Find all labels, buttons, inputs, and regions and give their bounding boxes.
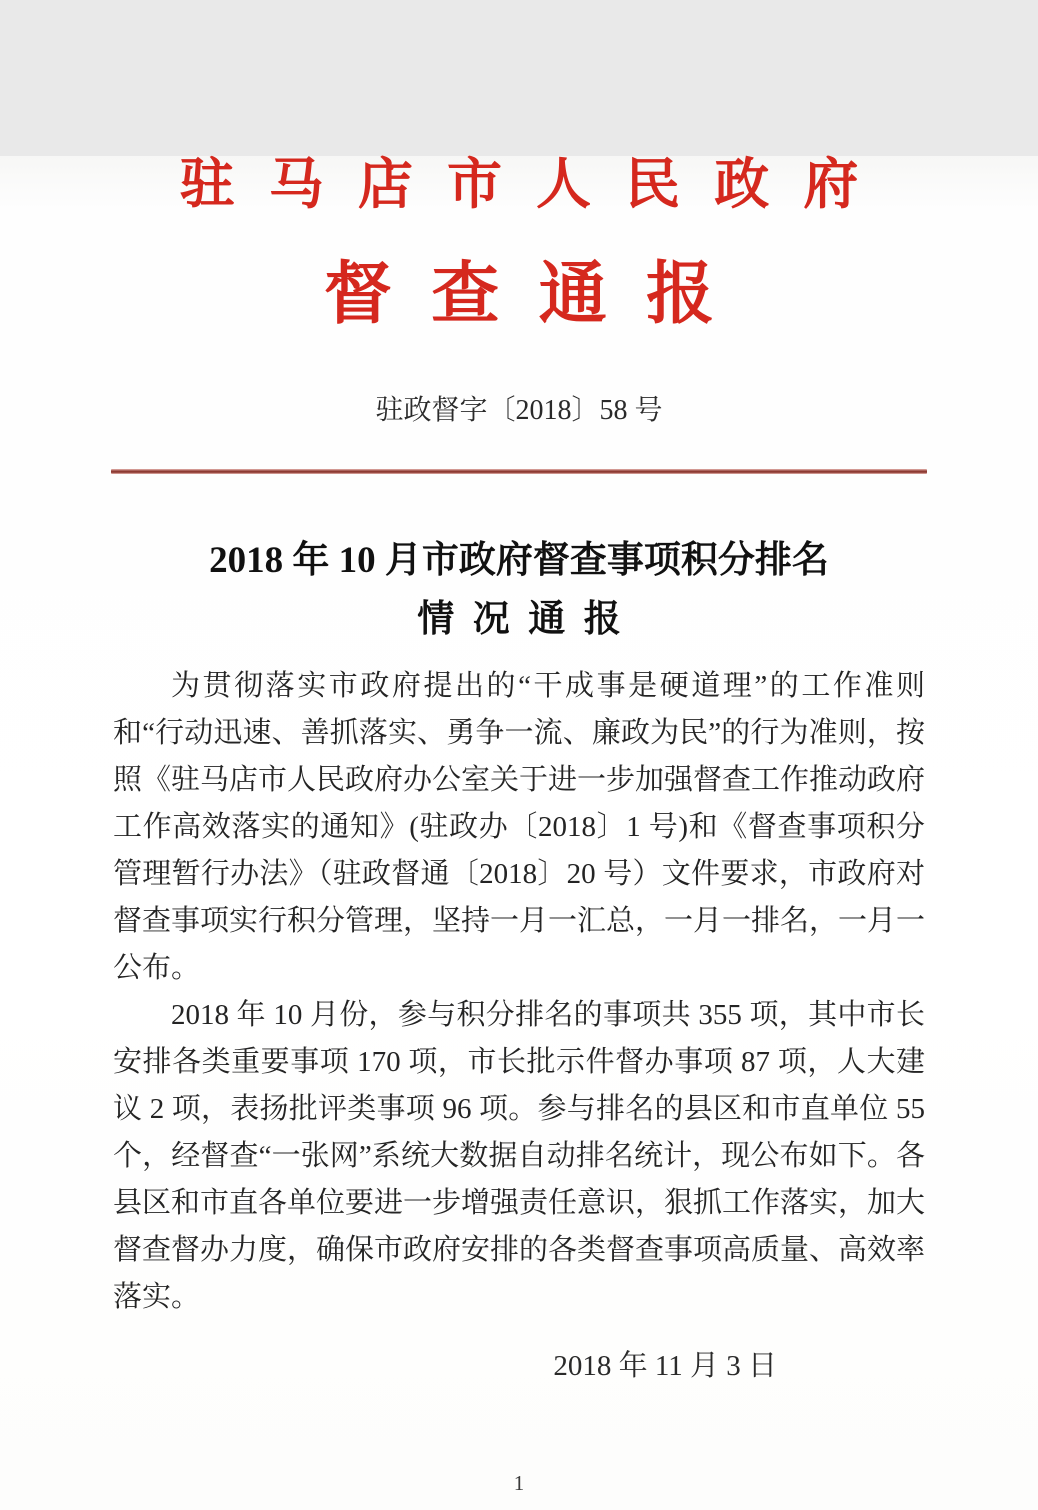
issue-date: 2018 年 11 月 3 日 [553, 1349, 777, 1382]
notice-title-line2: 情况通报 [417, 598, 640, 640]
document-reference-number: 驻政督字〔2018〕58 号 [375, 394, 663, 426]
issuing-organization-title: 驻马店市人民政府 [179, 154, 893, 215]
document-page [0, 156, 1038, 1510]
notice-body [113, 663, 925, 1321]
notice-title [89, 531, 949, 649]
document-type-banner: 督查通报 [323, 255, 754, 332]
notice-title-line1: 2018 年 10 月市政府督查事项积分排名 [209, 539, 829, 581]
page-number: 1 [513, 1471, 525, 1495]
body-paragraph-2: 2018 年 10 月份，参与积分排名的事项共 355 项，其中市长安排各类重要事项 170 项，市长批示件督办事项 87 项，人大建议 2 项，表扬批评类事项 96 项。参与排名的县区和市直单位 55 个，经督查“一张网”系统大数据自动排名统计，现公布如下。各县区和市直各单位要进一步增强责任意识，狠抓工作落实，加大督查督办力度，确保市政府安排的各类督查事项高质量、高效率落实。 [113, 998, 926, 1313]
red-separator-line [111, 469, 927, 474]
body-paragraph-1: 为贯彻落实市政府提出的“干成事是硬道理”的工作准则和“行动迅速、善抓落实、勇争一流、廉政为民”的行为准则，按照《驻马店市人民政府办公室关于进一步加强督查工作推动政府工作高效落实的通知》(驻政办〔2018〕1 号)和《督查事项积分管理暂行办法》（驻政督通〔2018〕20 号）文件要求，市政府对督查事项实行积分管理，坚持一月一汇总，一月一排名，一月一公布。 [113, 669, 926, 984]
